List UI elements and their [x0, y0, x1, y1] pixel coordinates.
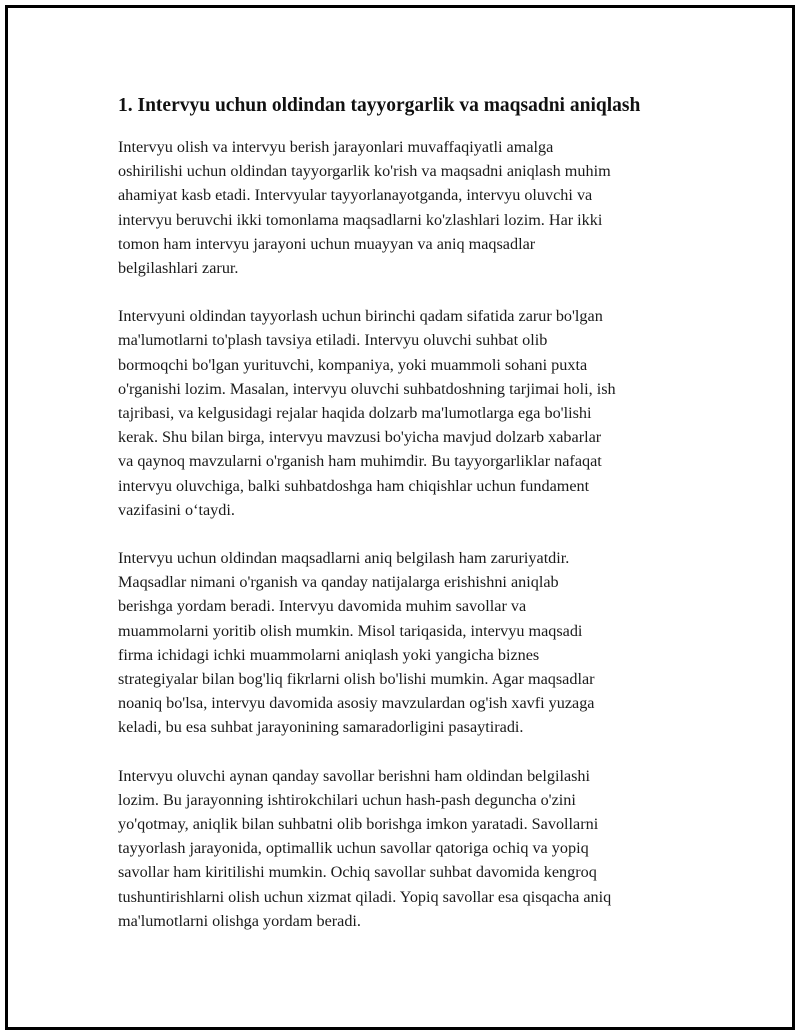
- text-line: kerak. Shu bilan birga, intervyu mavzusi bo'yicha mavjud dolzarb xabarlar: [118, 428, 602, 447]
- text-line: Intervyu olish va intervyu berish jarayonlari muvaffaqiyatli amalga: [118, 138, 554, 156]
- text-line: belgilashlari zarur.: [118, 259, 239, 278]
- text-line: tajribasi, va kelgusidagi rejalar haqida dolzarb ma'lumotlarga ega bo'lishi: [118, 404, 592, 423]
- paragraph-1: [118, 135, 698, 280]
- text-line: keladi, bu esa suhbat jarayonining samaradorligini pasaytiradi.: [118, 718, 524, 737]
- text-line: oshirilishi uchun oldindan tayyorgarlik ko'rish va maqsadni aniqlash muhim: [118, 162, 611, 181]
- text-line: vazifasini o‘taydi.: [118, 500, 235, 519]
- paragraph-3: [118, 546, 698, 740]
- text-line: tayyorlash jarayonida, optimallik uchun savollar qatoriga ochiq va yopiq: [118, 839, 589, 858]
- document-body: [118, 93, 698, 957]
- text-line: tomon ham intervyu jarayoni uchun muayyan va aniq maqsadlar: [118, 234, 536, 253]
- text-line: tushuntirishlarni olish uchun xizmat qiladi. Yopiq savollar esa qisqacha aniq: [118, 887, 612, 906]
- text-line: Maqsadlar nimani o'rganish va qanday natijalarga erishishni aniqlab: [118, 573, 559, 592]
- text-line: Intervyuni oldindan tayyorlash uchun birinchi qadam sifatida zarur bo'lgan: [118, 307, 603, 326]
- text-line: Intervyu uchun oldindan maqsadlarni aniq belgilash ham zaruriyatdir.: [118, 549, 570, 568]
- paragraph-2: [118, 304, 698, 522]
- text-line: yo'qotmay, aniqlik bilan suhbatni olib borishga imkon yaratadi. Savollarni: [118, 815, 599, 834]
- text-line: va qaynoq mavzularni o'rganish ham muhimdir. Bu tayyorgarliklar nafaqat: [118, 452, 602, 471]
- text-line: noaniq bo'lsa, intervyu davomida asosiy mavzulardan og'ish xavfi yuzaga: [118, 694, 595, 713]
- text-line: savollar ham kiritilishi mumkin. Ochiq savollar suhbat davomida kengroq: [118, 863, 597, 882]
- text-line: berishga yordam beradi. Intervyu davomida muhim savollar va: [118, 597, 527, 616]
- text-line: bormoqchi bo'lgan yurituvchi, kompaniya, yoki muammoli sohani puxta: [118, 355, 588, 374]
- text-line: intervyu beruvchi ikki tomonlama maqsadlarni ko'zlashlari lozim. Har ikki: [118, 210, 603, 229]
- section-heading: 1. Intervyu uchun oldindan tayyorgarlik va maqsadni aniqlash: [118, 95, 641, 116]
- text-line: Intervyu oluvchi aynan qanday savollar berishni ham oldindan belgilashi: [118, 766, 591, 785]
- text-line: lozim. Bu jarayonning ishtirokchilari uchun hash-pash deguncha o'zini: [118, 790, 576, 809]
- text-line: o'rganishi lozim. Masalan, intervyu oluvchi suhbatdoshning tarjimai holi, ish: [118, 379, 616, 398]
- text-line: ma'lumotlarni to'plash tavsiya etiladi. Intervyu oluvchi suhbat olib: [118, 331, 548, 350]
- text-line: intervyu oluvchiga, balki suhbatdoshga ham chiqishlar uchun fundament: [118, 476, 590, 495]
- text-line: ahamiyat kasb etadi. Intervyular tayyorlanayotganda, intervyu oluvchi va: [118, 186, 593, 205]
- text-line: firma ichidagi ichki muammolarni aniqlash yoki yangicha biznes: [118, 645, 540, 664]
- text-line: strategiyalar bilan bog'liq fikrlarni olish bo'lishi mumkin. Agar maqsadlar: [118, 670, 595, 689]
- text-line: ma'lumotlarni olishga yordam beradi.: [118, 911, 361, 930]
- text-line: muammolarni yoritib olish mumkin. Misol tariqasida, intervyu maqsadi: [118, 621, 583, 640]
- paragraph-4: [118, 764, 698, 933]
